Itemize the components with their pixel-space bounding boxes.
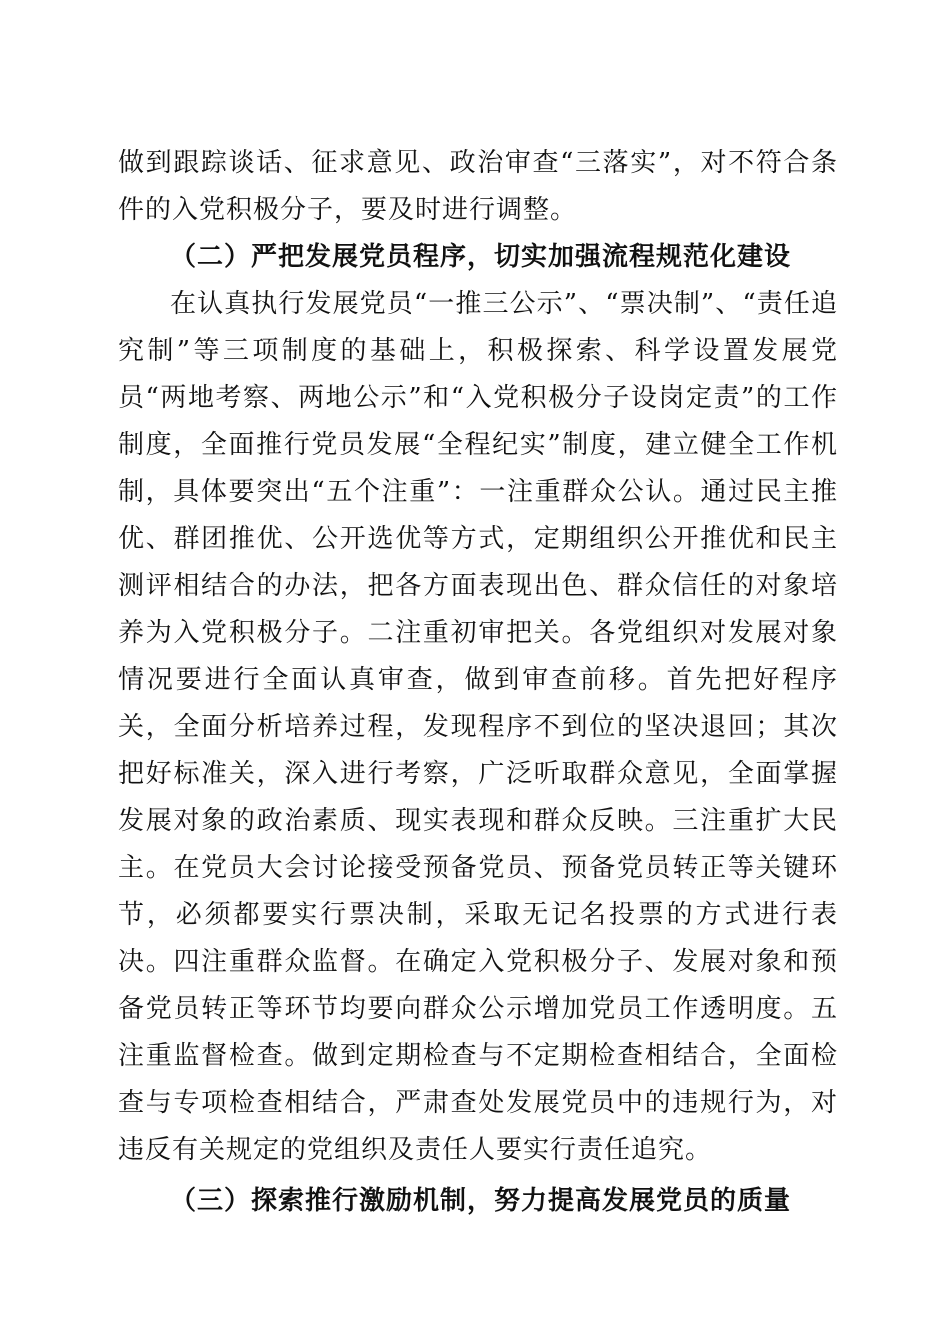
section-heading-3: （三）探索推行激励机制，努力提高发展党员的质量: [170, 1186, 792, 1216]
section-heading-2: （二）严把发展党员程序，切实加强流程规范化建设: [170, 242, 792, 272]
paragraph-continuation: 做到跟踪谈话、征求意见、政治审查“三落实”，对不符合条件的入党积极分子，要及时进行调整。: [118, 148, 838, 225]
document-body: [118, 140, 838, 1225]
paragraph-main: 在认真执行发展党员“一推三公示”、“票决制”、“责任追究制”等三项制度的基础上，积极探索、科学设置发展党员“两地考察、两地公示”和“入党积极分子设岗定责”的工作制度，全面推行党员发展“全程纪实”制度，建立健全工作机制，具体要突出“五个注重”：一注重群众公认。通过民主推优、群团推优、公开选优等方式，定期组织公开推优和民主测评相结合的办法，把各方面表现出色、群众信任的对象培养为入党积极分子。二注重初审把关。各党组织对发展对象情况要进行全面认真审查，做到审查前移。首先把好程序关，全面分析培养过程，发现程序不到位的坚决退回；其次把好标准关，深入进行考察，广泛听取群众意见，全面掌握发展对象的政治素质、现实表现和群众反映。三注重扩大民主。在党员大会讨论接受预备党员、预备党员转正等关键环节，必须都要实行票决制，采取无记名投票的方式进行表决。四注重群众监督。在确定入党积极分子、发展对象和预备党员转正等环节均要向群众公示增加党员工作透明度。五注重监督检查。做到定期检查与不定期检查相结合，全面检查与专项检查相结合，严肃查处发展党员中的违规行为，对违反有关规定的党组织及责任人要实行责任追究。: [118, 289, 838, 1165]
